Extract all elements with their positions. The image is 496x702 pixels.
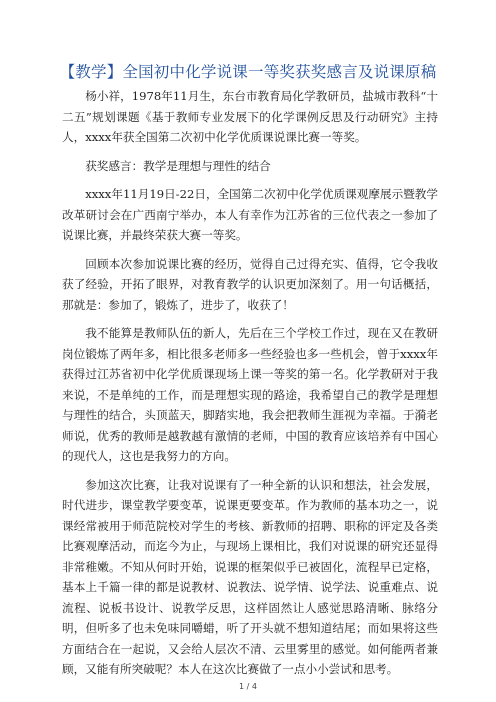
paragraph-author-bio: 杨小祥，1978年11月生，东台市教育局化学教研员，盐城市教科“十二五”规划课题《基于教师专业发展下的化学课例反思及行动研究》主持人，xxxx年获全国第二次初中化学优质课说课比赛一等奖。 bbox=[62, 89, 438, 144]
document-body bbox=[62, 86, 438, 688]
paragraph-review: 回顾本次参加说课比赛的经历，觉得自己过得充实、值得，它令我收获了经验，开拓了眼界，对教育教学的认识更加深刻了。用一句话概括，那就是：参加了，锻炼了，进步了，收获了！ bbox=[62, 256, 438, 312]
page-indicator: 1 / 4 bbox=[239, 682, 257, 691]
paragraph-experience: 我不能算是教师队伍的新人，先后在三个学校工作过，现在又在教研岗位锻炼了两年多，相比很多老师多一些经验也多一些机会，曾于xxxx年获得过江苏省初中化学优质课现场上课一等奖的第一名。化学教研对于我来说，不是单纯的工作，而是理想实现的路途，我希望自己的教学是理想与理性的结合，头顶蓝天，脚踏实地，我会把教师生涯视为幸福。于漪老师说，优秀的教师是越教越有激情的老师，中国的教育应该培养有中国心的现代人，这也是我努力的方向。 bbox=[62, 326, 438, 463]
paragraph-reflection: 参加这次比赛，让我对说课有了一种全新的认识和想法，社会发展，时代进步，课堂教学要变革，说课更要变革。作为教师的基本功之一，说课经常被用于师范院校对学生的考核、新教师的招聘、职称的评定及各类比赛观摩活动，而迄今为止，与现场上课相比，我们对说课的研究还显得非常稚嫩。不知从何时开始，说课的框架似乎已被固化，流程早已定格，基本上千篇一律的都是说教材、说教法、说学情、说学法、说重难点、说流程、说板书设计、说教学反思，这样固然让人感觉思路清晰、脉络分明，但听多了也未免味同嚼蜡，听了开头就不想知道结尾；而如果将这些方面结合在一起说，又会给人层次不清、云里雾里的感觉。如何能两者兼顾，又能有所突破呢？本人在这次比赛做了一点小小尝试和思考。 bbox=[62, 477, 438, 676]
paragraph-award-heading: 获奖感言：教学是理想与理性的结合 bbox=[85, 158, 271, 173]
paragraph-event: xxxx年11月19日-22日，全国第二次初中化学优质课观摩展示暨教学改革研讨会在广西南宁举办，本人有幸作为江苏省的三位代表之一参加了说课比赛，并最终荣获大赛一等奖。 bbox=[62, 187, 438, 242]
document-title: 【教学】全国初中化学说课一等奖获奖感言及说课原稿 bbox=[59, 63, 437, 81]
